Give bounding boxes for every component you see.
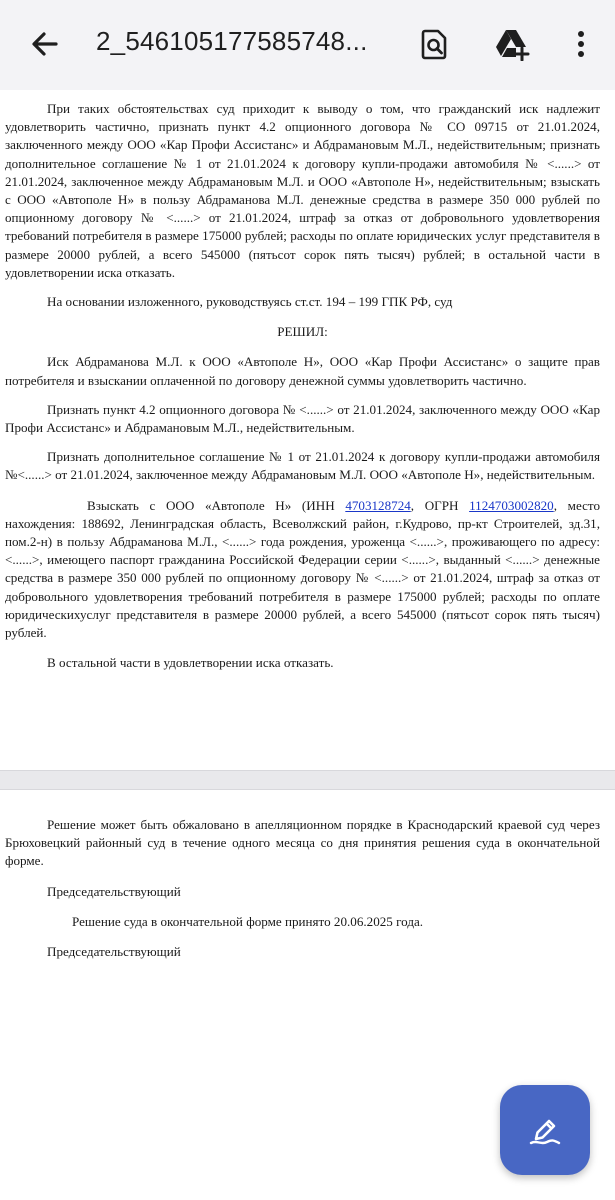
page-2-text xyxy=(5,816,600,961)
more-vert-icon[interactable] xyxy=(564,27,598,61)
recover-text-a: Взыскать с ООО «Автополе Н» (ИНН xyxy=(87,497,346,513)
recover-text-c: , место нахождения: 188692, Ленинградская область, Всеволжский район, г.Кудрово, пр-кт Строителей, зд.31, пом.2-н) в пользу Абдраманова М.Л., <......> года рождения, уроженца <......>, проживающего по адресу: <......>, имеющего паспорт гражданина Российской Федерации серии <......>, выданный <......> денежные средства в размере 350 000 рублей по опционному договору № <......> от 21.01.2024, штраф за отказ от добровольного удовлетворения требований потребителя в размере 175000 рублей; расходы по оплате юридическихуслуг представителя в размере 20000 рублей, а всего 545000 (пятьсот сорок пять тысяч) рублей. xyxy=(5,497,600,641)
drive-add-icon[interactable] xyxy=(494,27,528,61)
paragraph-conclusion: При таких обстоятельствах суд приходит к выводу о том, что гражданский иск надлежит удовлетворить частично, признать пункт 4.2 опционного договора № СО 09715 от 21.01.2024, заключенного между ООО «Кар Профи Ассистанс» и Абдрамановым М.Л., недействительным; признать дополнительное соглашение № 1 от 21.01.2024 к договору купли-продажи автомобиля № <......> от 21.01.2024, заключенное между Абдрамановым М.Л. и ООО «Автополе Н», недействительным; взыскать с ООО «Автополе Н» в пользу Абдраманова М.Л. денежные средства в размере 350 000 рублей по опционному договору № <......> от 21.01.2024, штраф за отказ от добровольного удовлетворения требований потребителя в размере 175000 рублей; расходы по оплате юридических услуг представителя в размере 20000 рублей, а всего 545000 (пятьсот сорок пять тысяч) рублей; в остальной части в удовлетворении иска отказать. xyxy=(5,101,600,280)
paragraph-refuse: В остальной части в удовлетворении иска отказать. xyxy=(47,655,334,671)
edit-pen-icon xyxy=(527,1112,563,1148)
back-arrow-icon[interactable] xyxy=(28,27,62,61)
resolution-heading: РЕШИЛ: xyxy=(277,324,328,340)
edit-fab-button[interactable] xyxy=(500,1085,590,1175)
page-1-text xyxy=(5,100,600,672)
paragraph-claim: Иск Абдраманова М.Л. к ООО «Автополе Н», ООО «Кар Профи Ассистанс» о защите прав потребителя и взыскании оплаченной по договору денежной суммы удовлетворить частично. xyxy=(5,354,600,388)
ogrn-link[interactable]: 1124703002820 xyxy=(469,497,554,513)
page-separator xyxy=(0,770,615,790)
search-document-icon[interactable] xyxy=(418,27,452,61)
presiding-label-1: Председательствующий xyxy=(47,883,181,899)
final-form-date: Решение суда в окончательной форме принято 20.06.2025 года. xyxy=(72,913,424,929)
paragraph-clause-invalid: Признать пункт 4.2 опционного договора № <......> от 21.01.2024, заключенного между ООО «Кар Профи Ассистанс» и Абдрамановым М.Л., недействительным. xyxy=(5,401,600,436)
presiding-label-2: Председательствующий xyxy=(47,944,181,960)
paragraph-appeal: Решение может быть обжаловано в апелляционном порядке в Краснодарский краевой суд через Брюховецкий районный суд в течение одного месяца со дня принятия решения суда в окончательной форме. xyxy=(5,817,600,869)
paragraph-basis: На основании изложенного, руководствуясь ст.ст. 194 – 199 ГПК РФ, суд xyxy=(47,294,453,310)
app-bar xyxy=(0,0,615,90)
inn-link[interactable]: 4703128724 xyxy=(345,497,411,513)
document-title: 2_546105177585748... xyxy=(96,26,368,56)
recover-text-b: , ОГРН xyxy=(410,497,470,513)
document-page-1 xyxy=(0,90,615,770)
paragraph-recover xyxy=(5,497,600,643)
paragraph-agreement-invalid: Признать дополнительное соглашение № 1 от 21.01.2024 к договору купли-продажи автомобиля №<......> от 21.01.2024, заключенное между Абдрамановым М.Л. ООО «Автополе Н», недействительным. xyxy=(5,449,600,483)
